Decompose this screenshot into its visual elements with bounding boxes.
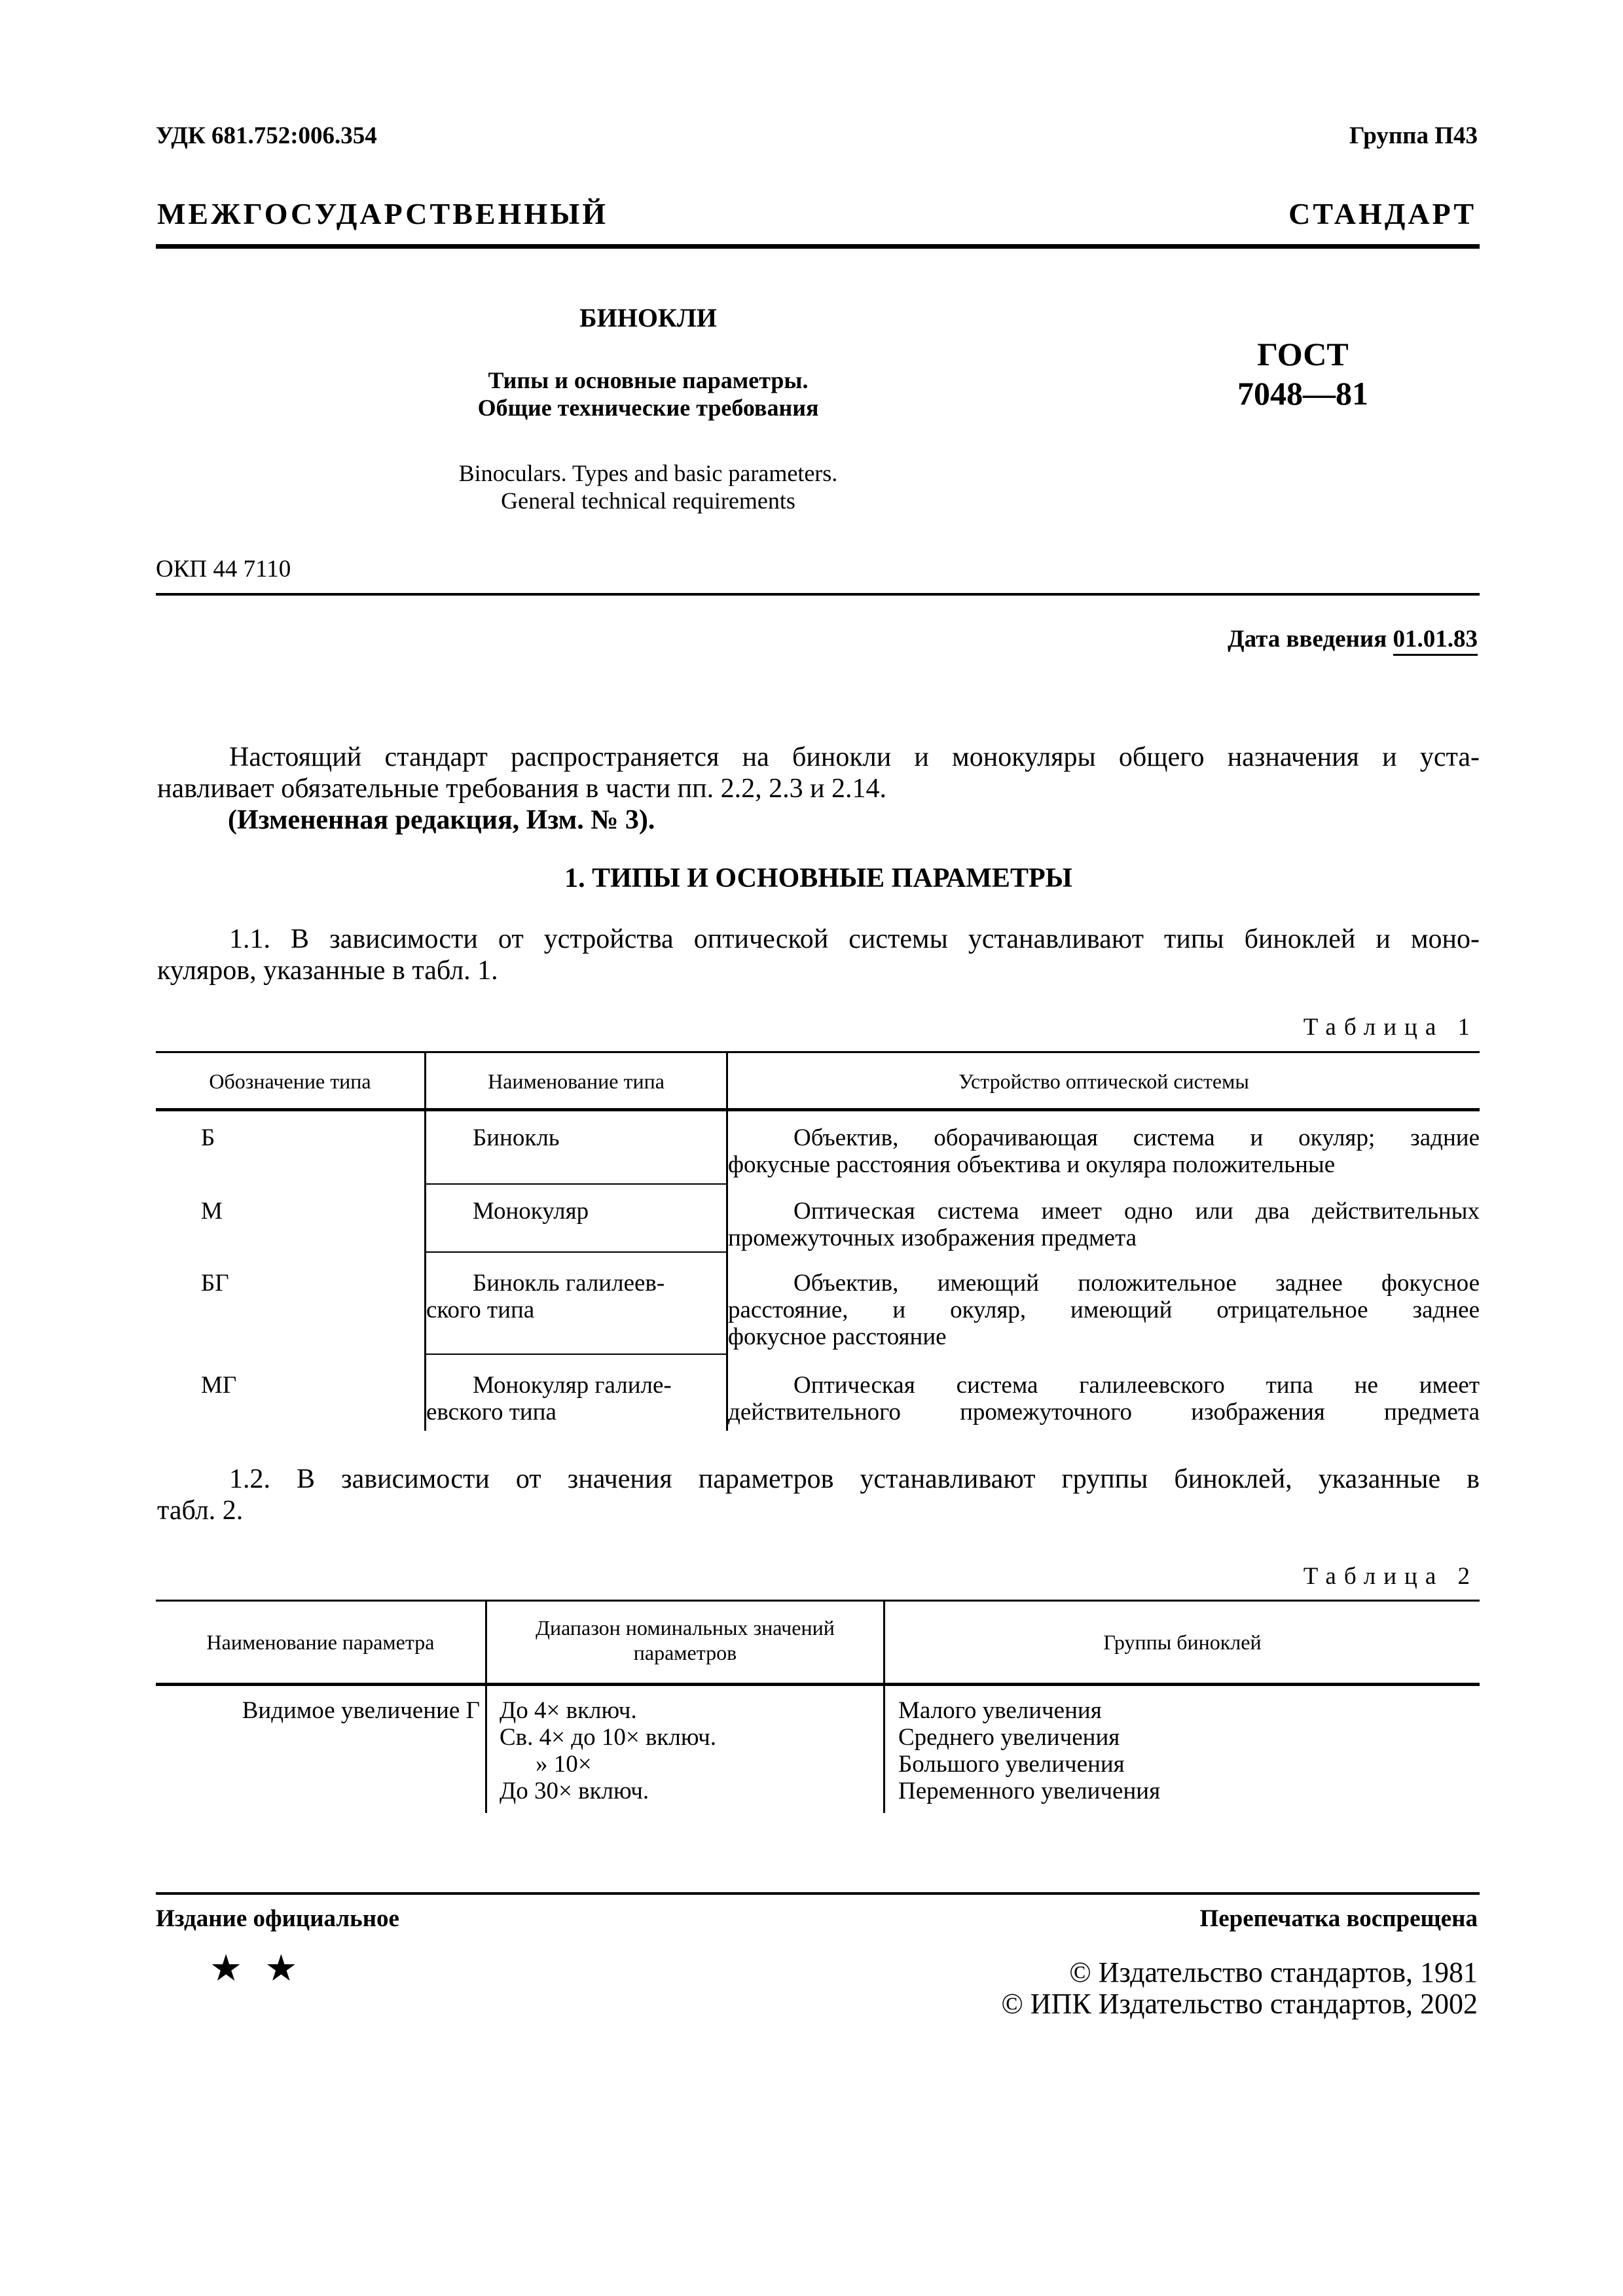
- english-title-line-1: Binoculars. Types and basic parameters.: [458, 460, 838, 486]
- gost-number: 7048—81: [1237, 375, 1368, 412]
- standard-type: МЕЖГОСУДАРСТВЕННЫЙ СТАНДАРТ: [157, 197, 1476, 230]
- official-edition: Издание официальное: [156, 1905, 399, 1932]
- table-1-row-3-desc-line-3: фокусное расстояние: [728, 1323, 947, 1350]
- table-1-row-2-desc-line-2: промежуточных изображения предмета: [728, 1225, 1137, 1251]
- table-1-row-4-desc-line-2: действительного промежуточного изображения предмета: [728, 1399, 1480, 1426]
- intro-date-value: 01.01.83: [1393, 626, 1478, 656]
- table-2-parameter-name: Видимое увеличение Г: [242, 1697, 480, 1724]
- table-2-top-rule: [156, 1600, 1480, 1602]
- udk-code: УДК 681.752:006.354: [156, 122, 377, 149]
- paragraph-1-1-line-2: куляров, указанные в табл. 1.: [157, 956, 498, 986]
- table-1-row-1-name: Бинокль: [473, 1124, 560, 1151]
- copyright-line-1: © Издательство стандартов, 1981: [1069, 1956, 1478, 1988]
- english-title-line-2: General technical requirements: [501, 488, 795, 514]
- intro-date-label: Дата введения: [1228, 626, 1387, 653]
- table-1-row-1-desc-line-2: фокусные расстояния объектива и окуляра положительные: [728, 1151, 1336, 1178]
- header-rule: [156, 244, 1480, 249]
- table-1-row-2-code: М: [201, 1198, 223, 1225]
- table-2-group-1: Малого увеличения: [898, 1697, 1102, 1724]
- table-1-row-4-desc-line-1: Оптическая система галилеевского типа не имеет: [793, 1372, 1480, 1399]
- edition-stars: ★ ★: [210, 1948, 304, 1989]
- table-1-row-4-code: МГ: [201, 1372, 237, 1399]
- table-1-row-rule-3: [424, 1354, 726, 1355]
- table-2-header-parameter: Наименование параметра: [206, 1630, 435, 1654]
- table-2-header-groups: Группы биноклей: [1103, 1630, 1262, 1654]
- table-1-row-2-name: Монокуляр: [473, 1198, 589, 1225]
- table-2-range-4: До 30× включ.: [500, 1778, 649, 1804]
- paragraph-1-2-line-2: табл. 2.: [157, 1496, 244, 1526]
- paragraph-1-2-line-1: 1.2. В зависимости от значения параметров устанавливают группы биноклей, указанные в: [229, 1464, 1480, 1494]
- footer-rule: [156, 1892, 1480, 1895]
- subtitle-line-2: Общие технические требования: [477, 395, 819, 421]
- table-1-header-type-code: Обозначение типа: [209, 1069, 371, 1093]
- table-2-group-3: Большого увеличения: [898, 1751, 1125, 1778]
- table-2-header-rule: [156, 1683, 1480, 1686]
- table-2-group-2: Среднего увеличения: [898, 1724, 1120, 1751]
- gost-label: ГОСТ: [1257, 336, 1349, 372]
- table-1-row-1-code: Б: [201, 1124, 215, 1151]
- table-1-header-optics: Устройство оптической системы: [958, 1069, 1249, 1093]
- title-rule: [156, 593, 1480, 596]
- table-1-row-2-desc-line-1: Оптическая система имеет одно или два действительных: [793, 1198, 1480, 1225]
- table-2-caption: Таблица 2: [1303, 1563, 1478, 1590]
- reprint-prohibited: Перепечатка воспрещена: [1199, 1905, 1478, 1932]
- table-1-row-3-desc-line-1: Объектив, имеющий положительное заднее фокусное: [793, 1270, 1480, 1297]
- section-heading: 1. ТИПЫ И ОСНОВНЫЕ ПАРАМЕТРЫ: [564, 863, 1072, 893]
- table-2-header-range-line-2: параметров: [633, 1641, 737, 1664]
- copyright-line-2: © ИПК Издательство стандартов, 2002: [1001, 1988, 1478, 2020]
- table-1-row-3-code: БГ: [201, 1270, 229, 1297]
- table-2-group-4: Переменного увеличения: [898, 1778, 1161, 1804]
- table-1-caption: Таблица 1: [1303, 1014, 1478, 1041]
- okp-code: ОКП 44 7110: [156, 556, 291, 583]
- table-1-row-3-name-line-1: Бинокль галилеев-: [473, 1270, 665, 1297]
- table-1-header-rule: [156, 1108, 1480, 1111]
- table-1-top-rule: [156, 1051, 1480, 1053]
- intro-date: [1228, 625, 1478, 653]
- paragraph-1-1-line-1: 1.1. В зависимости от устройства оптической системы устанавливают типы биноклей и моно-: [229, 924, 1480, 954]
- subtitle-line-1: Типы и основные параметры.: [488, 367, 809, 393]
- table-1-row-3-name-line-2: ского типа: [426, 1297, 535, 1323]
- table-2-header-range-line-1: Диапазон номинальных значений: [536, 1616, 835, 1640]
- table-1-row-rule-1: [424, 1183, 726, 1185]
- table-1-row-rule-2: [424, 1251, 726, 1253]
- document-title: БИНОКЛИ: [579, 303, 717, 332]
- intro-line-1: Настоящий стандарт распространяется на бинокли и монокуляры общего назначения и уста-: [229, 742, 1480, 772]
- table-2-range-3: » 10×: [536, 1751, 592, 1778]
- table-1-row-3-desc-line-2: расстояние, и окуляр, имеющий отрицательное заднее: [728, 1297, 1480, 1323]
- table-2-range-2: Св. 4× до 10× включ.: [500, 1724, 716, 1751]
- group-code: Группа П43: [1349, 122, 1478, 149]
- table-1-row-1-desc-line-1: Объектив, оборачивающая система и окуляр; задние: [793, 1124, 1480, 1151]
- table-2-range-1: До 4× включ.: [500, 1697, 637, 1724]
- intro-line-2: навливает обязательные требования в части пп. 2.2, 2.3 и 2.14.: [157, 774, 887, 804]
- table-1-row-4-name-line-1: Монокуляр галиле-: [473, 1372, 672, 1399]
- table-1-header-type-name: Наименование типа: [488, 1069, 665, 1093]
- amendment-note: (Измененная редакция, Изм. № 3).: [228, 805, 655, 835]
- table-1-row-4-name-line-2: евского типа: [426, 1399, 556, 1426]
